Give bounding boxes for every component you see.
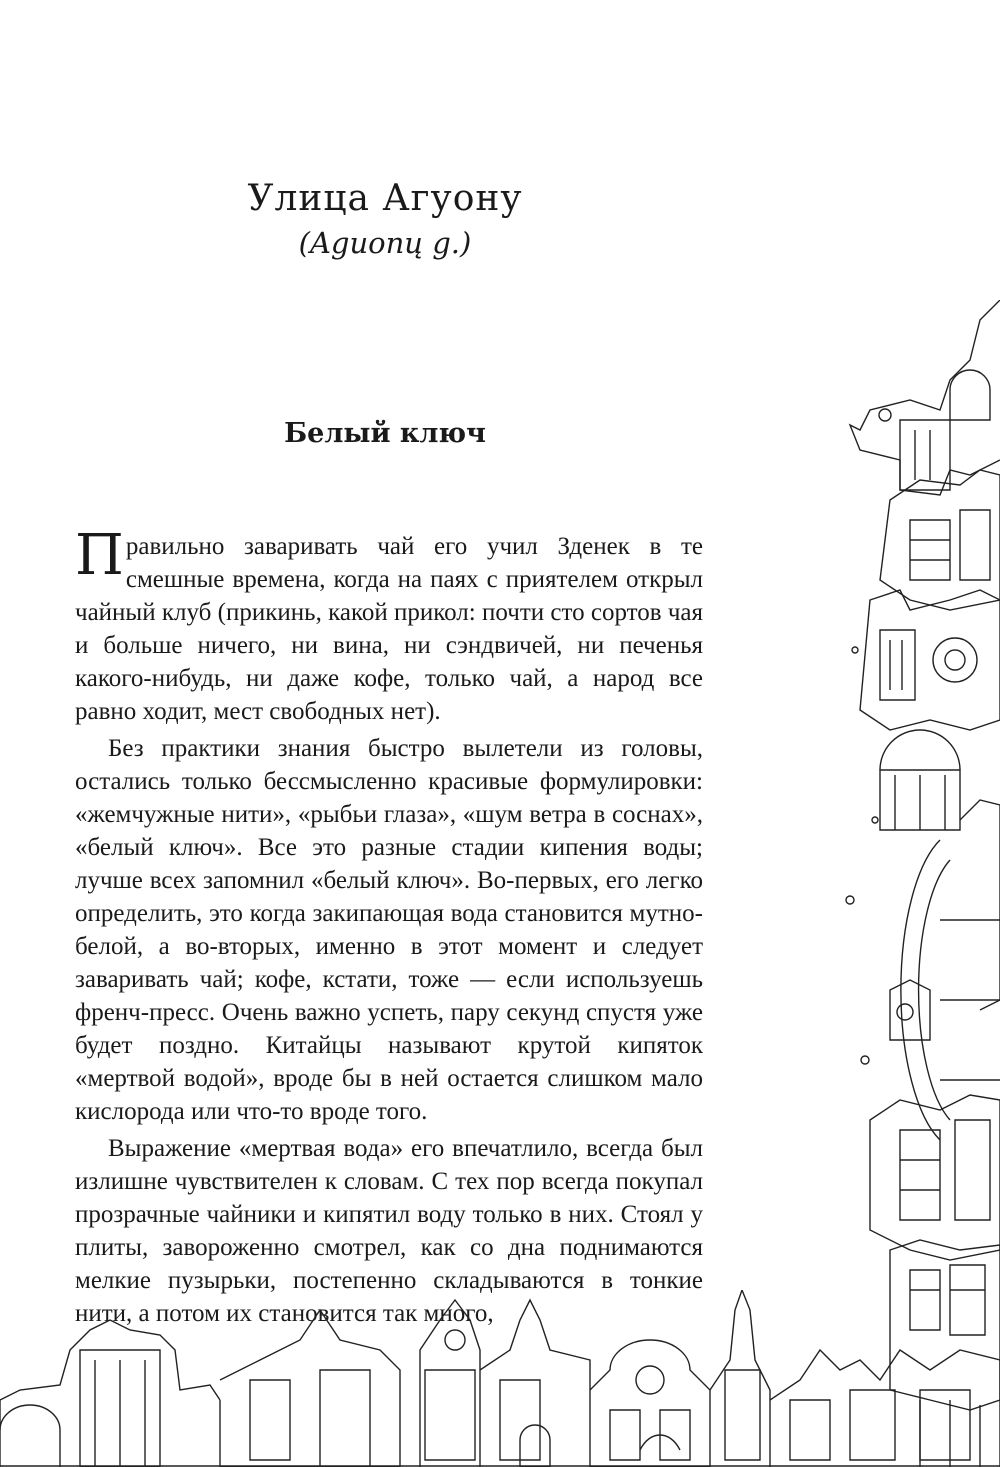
chapter-title: Белый ключ (284, 418, 486, 449)
street-title: Улица Агуону (247, 178, 523, 219)
paragraph-2: Без практики знания быстро вылетели из головы, остались только бессмысленно красивые формулировки: «жемчужные нити», «рыбьи глаза», «шум ветра в соснах», «белый ключ». Все это разные стадии кипения воды; лучше всех запомнил «белый ключ». Во-первых, его легко определить, это когда закипающая вода становится мутно-белой, а во-вторых, именно в этот момент и следует заваривать чай; кофе, кстати, тоже — если используешь френч-пресс. Очень важно успеть, пару секунд спустя уже будет поздно. Китайцы называют крутой кипяток «мертвой водой», вроде бы в ней остается слишком мало кислорода или что-то вроде того. (75, 735, 703, 1125)
paragraph-1 (75, 523, 703, 728)
street-subtitle: (Aguonų g.) (298, 226, 472, 260)
paragraph-3: Выражение «мертвая вода» его впечатлило, всегда был излишне чувствителен к словам. С тех пор всегда покупал прозрачные чайники и кипятил воду только в них. Стоял у плиты, завороженно смотрел, как со дна поднимаются мелкие пузырьки, постепенно складываются в тонкие нити, а потом их становится так много, (75, 1135, 703, 1327)
city-skyline-illustration (0, 1290, 1000, 1467)
drop-cap: П (75, 523, 124, 588)
body-text (75, 523, 703, 1330)
paragraph-1-text: равильно заваривать чай его учил Зденек в те смешные времена, когда на паях с приятелем открыл чайный клуб (прикинь, какой прикол: почти сто сортов чая и больше ничего, ни вина, ни сэндвичей, ни печенья какого-нибудь, ни даже кофе, только чай, а народ все равно ходит, мест свободных нет). (75, 533, 703, 725)
